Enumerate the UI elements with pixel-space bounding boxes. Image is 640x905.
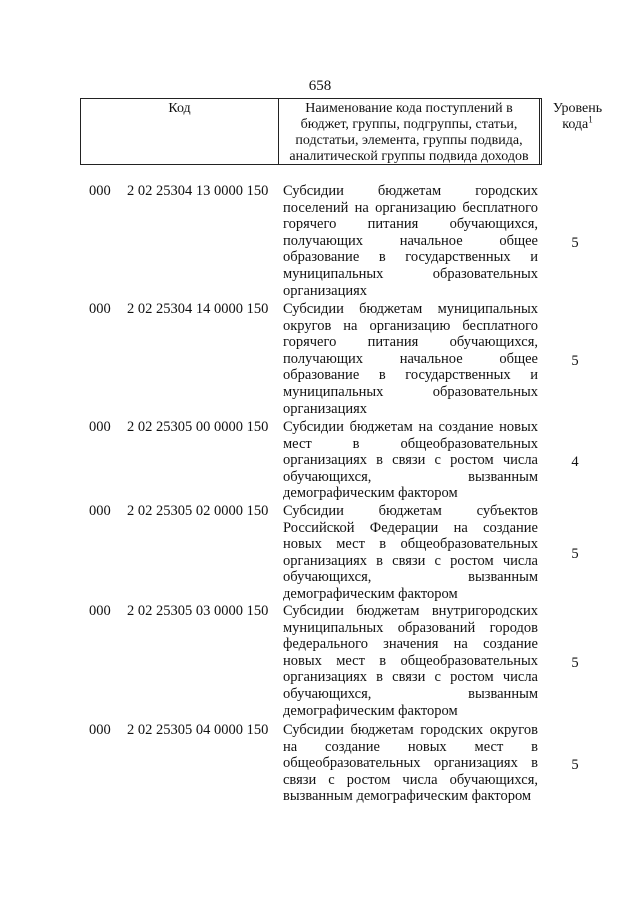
row-admin-code: 000 [89, 503, 111, 519]
header-name [279, 99, 540, 164]
row-admin-code: 000 [89, 419, 111, 435]
row-admin-code: 000 [89, 301, 111, 317]
row-name: Субсидии бюджетам внутригородских муниципальных образований городов федерального значения на создание новых мест в общеобразовательных организациях в связи с ростом числа обучающихся, вызванным демографическим фактором [283, 603, 538, 719]
row-income-code: 2 02 25305 00 0000 150 [127, 419, 269, 435]
header-code-label: Код [168, 101, 191, 116]
header-name-label: Наименование кода поступлений в бюджет, группы, подгруппы, статьи, подстатьи, элемента, группы подвида, аналитической группы подвида доходов [289, 101, 529, 164]
row-income-code: 2 02 25305 04 0000 150 [127, 722, 269, 738]
row-level: 4 [571, 454, 579, 470]
row-income-code: 2 02 25305 03 0000 150 [127, 603, 269, 619]
row-level: 5 [571, 546, 579, 562]
row-admin-code: 000 [89, 183, 111, 199]
row-income-code: 2 02 25305 02 0000 150 [127, 503, 269, 519]
header-level [540, 99, 615, 164]
table-header [80, 98, 603, 165]
header-level-footnote: 1 [588, 114, 593, 125]
header-level-label: Уровень кода [552, 101, 603, 132]
row-admin-code: 000 [89, 722, 111, 738]
row-income-code: 2 02 25304 13 0000 150 [127, 183, 269, 199]
row-level: 5 [571, 655, 579, 671]
row-level: 5 [571, 757, 579, 773]
row-level: 5 [571, 353, 579, 369]
row-admin-code: 000 [89, 603, 111, 619]
row-name: Субсидии бюджетам городских поселений на организацию бесплатного горячего питания обучающихся, получающих начальное общее образование в государственных и муниципальных образовательных организациях [283, 183, 538, 299]
row-income-code: 2 02 25304 14 0000 150 [127, 301, 269, 317]
row-level: 5 [571, 235, 579, 251]
page-number: 658 [308, 78, 332, 94]
row-name: Субсидии бюджетам городских округов на создание новых мест в общеобразовательных организациях в связи с ростом числа обучающихся, вызванным демографическим фактором [283, 722, 538, 805]
row-name: Субсидии бюджетам муниципальных округов на организацию бесплатного горячего питания обучающихся, получающих начальное общее образование в государственных и муниципальных образовательных организациях [283, 301, 538, 417]
row-name: Субсидии бюджетам субъектов Российской Федерации на создание новых мест в общеобразовательных организациях в связи с ростом числа обучающихся, вызванным демографическим фактором [283, 503, 538, 602]
row-name: Субсидии бюджетам на создание новых мест в общеобразовательных организациях в связи с ростом числа обучающихся, вызванным демографическим фактором [283, 419, 538, 502]
header-code [81, 99, 279, 164]
